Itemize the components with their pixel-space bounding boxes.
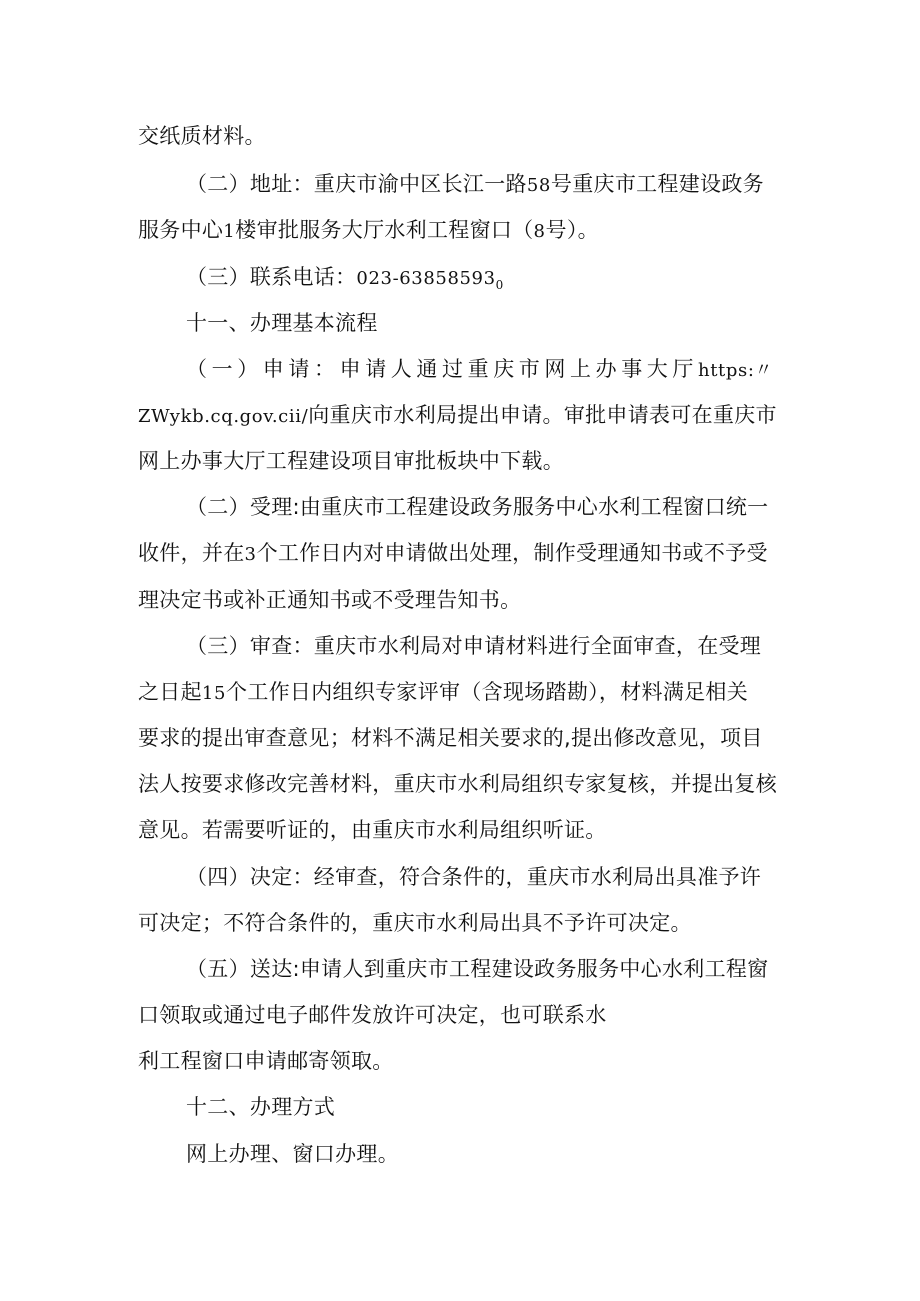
section-heading-11: 十一、办理基本流程: [186, 311, 378, 335]
decision-line: （四）决定：经审查，符合条件的，重庆市水利局出具准予许: [186, 865, 762, 889]
phone-line: （三）联系电话：$023-63858593_0$: [186, 265, 504, 292]
text-line: 口领取或通过电子邮件发放许可决定，也可联系水: [138, 1003, 607, 1027]
review-line: （三）审查：重庆市水利局对申请材料进行全面审查，在受理: [186, 634, 762, 658]
text-line: 交纸质材料。: [138, 124, 266, 148]
review-line-cont: 之日起15个工作日内组织专家评审（含现场踏勘），材料满足相关: [138, 680, 749, 704]
text-line: 网上办事大厅工程建设项目审批板块中下载。: [138, 449, 564, 473]
apply-line-cont: ZWykb.cq.gov.cii/向重庆市水利局提出申请。审批申请表可在重庆市: [138, 403, 777, 427]
text-line: 理决定书或补正通知书或不受理告知书。: [138, 588, 522, 612]
text-line: 可决定；不符合条件的，重庆市水利局出具不予许可决定。: [138, 911, 692, 935]
accept-line: （二）受理:由重庆市工程建设政务服务中心水利工程窗口统一: [186, 495, 769, 519]
delivery-line: （五）送达:申请人到重庆市工程建设政务服务中心水利工程窗: [186, 957, 769, 981]
address-line: （二）地址：重庆市渝中区长江一路58号重庆市工程建设政务: [186, 172, 764, 196]
text-line: 利工程窗口申请邮寄领取。: [138, 1049, 394, 1073]
text-line: 网上办理、窗口办理。: [186, 1142, 399, 1166]
address-line-cont: 服务中心1楼审批服务大厅水利工程窗口（8号）。: [138, 218, 599, 242]
text-line: 意见。若需要听证的，由重庆市水利局组织听证。: [138, 818, 607, 842]
section-heading-12: 十二、办理方式: [186, 1095, 336, 1119]
apply-line: （一）申请：申请人通过重庆市网上办事大厅https:〃: [186, 357, 774, 381]
text-line: 法人按要求修改完善材料，重庆市水利局组织专家复核，并提出复核: [138, 772, 777, 796]
accept-line-cont: 收件，并在3个工作日内对申请做出处理，制作受理通知书或不予受: [138, 541, 768, 565]
text-line: 要求的提出审查意见；材料不满足相关要求的,提出修改意见，项目: [138, 726, 763, 750]
